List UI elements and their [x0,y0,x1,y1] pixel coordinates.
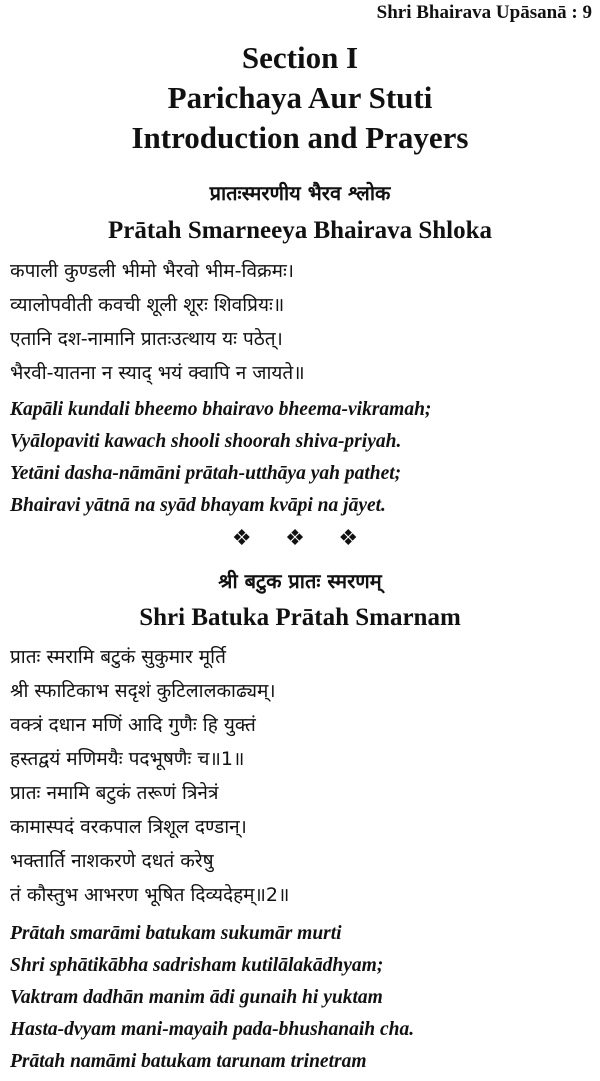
shloka2-transliteration-line: Shri sphātikābha sadrisham kutilālakādhyam; [10,955,384,976]
shloka1-devanagari-line: भैरवी-यातना न स्याद् भयं क्वापि न जायते॥ [10,362,305,384]
shloka2-devanagari-line: प्रातः नमामि बटुकं तरूणं त्रिनेत्रं [10,782,219,804]
section-subtitle: Introduction and Prayers [131,120,469,155]
shloka1-transliteration-line: Kapāli kundali bheemo bhairavo bheema-vikramah; [10,399,432,420]
shloka2-devanagari-line: तं कौस्तुभ आभरण भूषित दिव्यदेहम्॥2॥ [10,884,290,906]
shloka2-transliteration-line: Prātah smarāmi batukam sukumār murti [10,923,342,944]
ornament-icon: ❖ [231,525,262,550]
shloka1-transliteration-line: Yetāni dasha-nāmāni prātah-utthāya yah pathet; [10,463,402,484]
shloka1-latin-title: Prātah Smarneeya Bhairava Shloka [107,217,493,244]
shloka2-devanagari-line: प्रातः स्मरामि बटुकं सुकुमार मूर्ति [10,646,226,668]
shloka1-devanagari-line: एतानि दश-नामानि प्रातःउत्थाय यः पठेत्। [10,328,283,350]
ornament-divider [0,524,600,552]
section-number: Section I [241,40,359,75]
shloka2-devanagari-line: श्री स्फाटिकाभ सदृशं कुटिलालकाढ्यम्। [10,680,276,702]
shloka2-transliteration-line: Prātah namāmi batukam tarunam trinetram [10,1051,367,1072]
shloka2-latin-title: Shri Batuka Prātah Smarnam [139,604,461,631]
shloka1-transliteration-line: Vyālopaviti kawach shooli shoorah shiva-priyah. [10,431,402,452]
shloka2-devanagari-line: भक्तार्ति नाशकरणे दधतं करेषु [10,850,214,872]
shloka2-transliteration-line: Hasta-dvyam mani-mayaih pada-bhushanaih cha. [10,1019,415,1040]
running-header: Shri Bhairava Upāsanā : 9 [376,2,592,23]
ornament-icon: ❖ [285,525,315,550]
shloka1-devanagari-line: व्यालोपवीती कवची शूली शूरः शिवप्रियः॥ [10,294,285,316]
shloka2-devanagari-line: वक्त्रं दधान मणिं आदि गुणैः हि युक्तं [10,714,256,736]
shloka2-transliteration-line: Vaktram dadhān manim ādi gunaih hi yuktam [10,987,383,1008]
shloka2-devanagari-line: हस्तद्वयं मणिमयैः पदभूषणैः च॥1॥ [10,748,245,770]
shloka2-devanagari-line: कामास्पदं वरकपाल त्रिशूल दण्डान्। [10,816,247,838]
ornament-icon: ❖ [338,525,369,550]
shloka2-devanagari-title: श्री बटुक प्रातः स्मरणम् [218,569,382,593]
shloka1-devanagari-line: कपाली कुण्डली भीमो भैरवो भीम-विक्रमः। [10,260,294,282]
shloka1-transliteration-line: Bhairavi yātnā na syād bhayam kvāpi na jāyet. [10,495,386,516]
section-title: Parichaya Aur Stuti [167,80,433,115]
shloka1-devanagari-title: प्रातःस्मरणीय भैरव श्लोक [209,181,391,205]
